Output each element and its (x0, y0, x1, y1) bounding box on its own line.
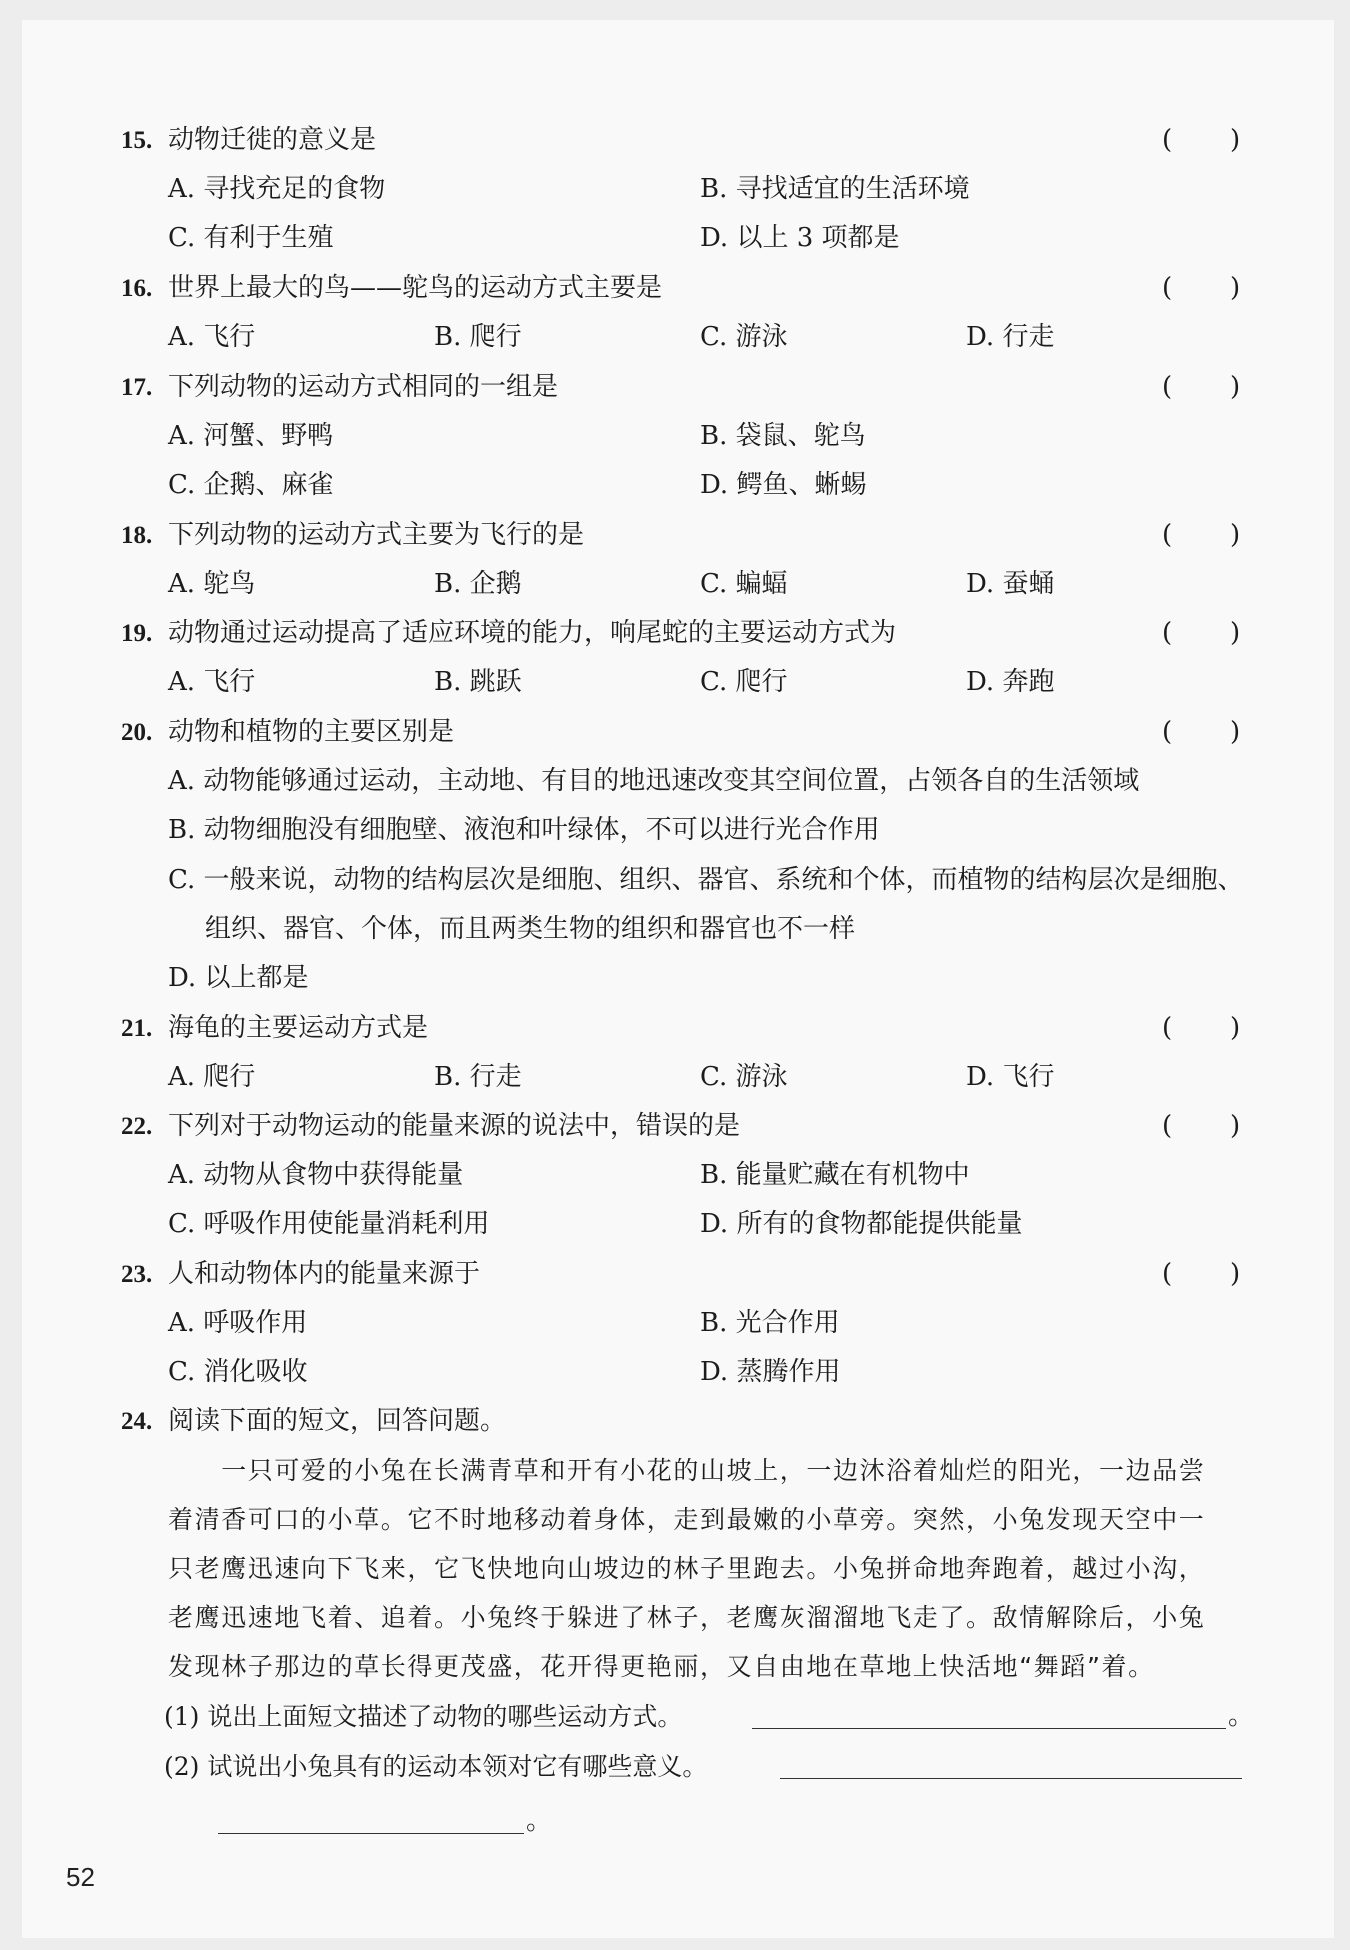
question-number: 18. (121, 522, 153, 549)
option-a: A. 动物能够通过运动，主动地、有目的地迅速改变其空间位置，占领各自的生活领域 (168, 766, 1140, 796)
question-16: 16. 世界上最大的鸟——鸵鸟的运动方式主要是 ( ) (0, 264, 1350, 313)
passage-line: 老鹰迅速地飞着、追着。小兔终于躲进了林子，老鹰灰溜溜地飞走了。敌情解除后，小兔 (168, 1603, 1206, 1632)
option-c: C. 一般来说，动物的结构层次是细胞、组织、器官、系统和个体，而植物的结构层次是细胞、 (168, 865, 1244, 895)
options-row (0, 954, 1350, 1003)
option-d: D. 以上 3 项都是 (700, 223, 900, 253)
option-c: C. 企鹅、麻雀 (168, 470, 334, 500)
options-row (0, 313, 1350, 362)
question-22: 22. 下列对于动物运动的能量来源的说法中，错误的是 ( ) (0, 1102, 1350, 1151)
question-number: 20. (121, 719, 153, 746)
option-a: A. 飞行 (168, 667, 256, 697)
options-row (0, 1348, 1350, 1397)
option-d: D. 所有的食物都能提供能量 (700, 1209, 1023, 1239)
option-d: D. 行走 (966, 322, 1055, 352)
question-stem: 动物通过运动提高了适应环境的能力，响尾蛇的主要运动方式为 (168, 618, 897, 648)
options-row (0, 905, 1350, 954)
question-stem: 人和动物体内的能量来源于 (168, 1259, 481, 1289)
option-c: C. 蝙蝠 (700, 569, 788, 599)
question-17: 17. 下列动物的运动方式相同的一组是 ( ) (0, 363, 1350, 412)
question-number: 16. (121, 275, 153, 302)
question-21: 21. 海龟的主要运动方式是 ( ) (0, 1004, 1350, 1053)
options-row (0, 856, 1350, 905)
option-d: D. 奔跑 (966, 667, 1055, 697)
question-stem: 动物和植物的主要区别是 (168, 717, 455, 747)
question-stem: 动物迁徙的意义是 (168, 125, 377, 155)
option-d: D. 蒸腾作用 (700, 1357, 841, 1387)
passage-line: 发现林子那边的草长得更茂盛，花开得更艳丽，又自由地在草地上快活地“舞蹈”着。 (168, 1652, 1155, 1681)
option-d: D. 鳄鱼、蜥蜴 (700, 470, 867, 500)
option-b: B. 行走 (434, 1062, 522, 1092)
question-19: 19. 动物通过运动提高了适应环境的能力，响尾蛇的主要运动方式为 ( ) (0, 609, 1350, 658)
option-c: C. 游泳 (700, 1062, 788, 1092)
option-b: B. 跳跃 (434, 667, 522, 697)
question-stem: 下列动物的运动方式主要为飞行的是 (168, 520, 585, 550)
question-number: 15. (121, 127, 153, 154)
page-number: 52 (66, 1862, 95, 1892)
options-row (0, 461, 1350, 510)
option-b: B. 动物细胞没有细胞壁、液泡和叶绿体，不可以进行光合作用 (168, 815, 880, 845)
question-15: 15. 动物迁徙的意义是 ( ) (0, 116, 1350, 165)
option-a: A. 呼吸作用 (168, 1308, 308, 1338)
sub-question-2-continued (0, 1797, 1350, 1846)
option-b: B. 寻找适宜的生活环境 (700, 174, 970, 204)
question-23: 23. 人和动物体内的能量来源于 ( ) (0, 1250, 1350, 1299)
options-row (0, 560, 1350, 609)
sub-question-2 (0, 1742, 1350, 1791)
question-number: 22. (121, 1113, 153, 1140)
option-d: D. 飞行 (966, 1062, 1055, 1092)
options-row (0, 1053, 1350, 1102)
option-c-continued: 组织、器官、个体，而且两类生物的组织和器官也不一样 (205, 914, 856, 944)
sub-question-text: (1) 说出上面短文描述了动物的哪些运动方式。 (164, 1702, 683, 1731)
option-b: B. 袋鼠、鸵鸟 (700, 421, 866, 451)
options-row (0, 757, 1350, 806)
question-number: 23. (121, 1261, 153, 1288)
question-stem: 海龟的主要运动方式是 (168, 1013, 429, 1043)
question-stem: 世界上最大的鸟——鸵鸟的运动方式主要是 (168, 273, 663, 303)
period: 。 (1228, 1701, 1255, 1731)
options-row (0, 1299, 1350, 1348)
question-stem: 阅读下面的短文，回答问题。 (168, 1406, 507, 1436)
option-a: A. 寻找充足的食物 (168, 174, 386, 204)
question-number: 19. (121, 620, 153, 647)
question-stem: 下列对于动物运动的能量来源的说法中，错误的是 (168, 1111, 741, 1141)
option-a: A. 飞行 (168, 322, 256, 352)
passage-line: 着清香可口的小草。它不时地移动着身体，走到最嫩的小草旁。突然，小兔发现天空中一 (168, 1505, 1206, 1534)
option-a: A. 鸵鸟 (168, 569, 256, 599)
option-a: A. 爬行 (168, 1062, 256, 1092)
sub-question-text: (2) 试说出小兔具有的运动本领对它有哪些意义。 (164, 1752, 708, 1781)
option-b: B. 能量贮藏在有机物中 (700, 1160, 970, 1190)
options-row (0, 165, 1350, 214)
option-b: B. 企鹅 (434, 569, 522, 599)
answer-blank[interactable] (752, 1696, 1226, 1729)
option-d: D. 蚕蛹 (966, 569, 1055, 599)
options-row (0, 214, 1350, 263)
option-c: C. 游泳 (700, 322, 788, 352)
options-row (0, 658, 1350, 707)
options-row (0, 412, 1350, 461)
option-c: C. 呼吸作用使能量消耗利用 (168, 1209, 490, 1239)
option-c: C. 消化吸收 (168, 1357, 308, 1387)
sub-question-1 (0, 1692, 1350, 1741)
question-24 (0, 1397, 1350, 1446)
option-a: A. 河蟹、野鸭 (168, 421, 334, 451)
question-number: 24. (121, 1408, 153, 1435)
answer-blank[interactable] (218, 1801, 524, 1834)
options-row (0, 1200, 1350, 1249)
option-b: B. 光合作用 (700, 1308, 840, 1338)
passage-line: 一只可爱的小兔在长满青草和开有小花的山坡上，一边沐浴着灿烂的阳光，一边品尝 (168, 1456, 1206, 1485)
question-20: 20. 动物和植物的主要区别是 ( ) (0, 708, 1350, 757)
question-18: 18. 下列动物的运动方式主要为飞行的是 ( ) (0, 511, 1350, 560)
question-number: 21. (121, 1015, 153, 1042)
question-stem: 下列动物的运动方式相同的一组是 (168, 372, 559, 402)
option-c: C. 有利于生殖 (168, 223, 334, 253)
options-row (0, 1151, 1350, 1200)
passage-line: 只老鹰迅速向下飞来，它飞快地向山坡边的林子里跑去。小兔拼命地奔跑着，越过小沟， (168, 1554, 1206, 1583)
option-b: B. 爬行 (434, 322, 522, 352)
option-d: D. 以上都是 (168, 963, 309, 993)
answer-blank[interactable] (780, 1746, 1242, 1779)
period: 。 (526, 1806, 553, 1836)
question-number: 17. (121, 374, 153, 401)
option-a: A. 动物从食物中获得能量 (168, 1160, 464, 1190)
option-c: C. 爬行 (700, 667, 788, 697)
options-row (0, 806, 1350, 855)
